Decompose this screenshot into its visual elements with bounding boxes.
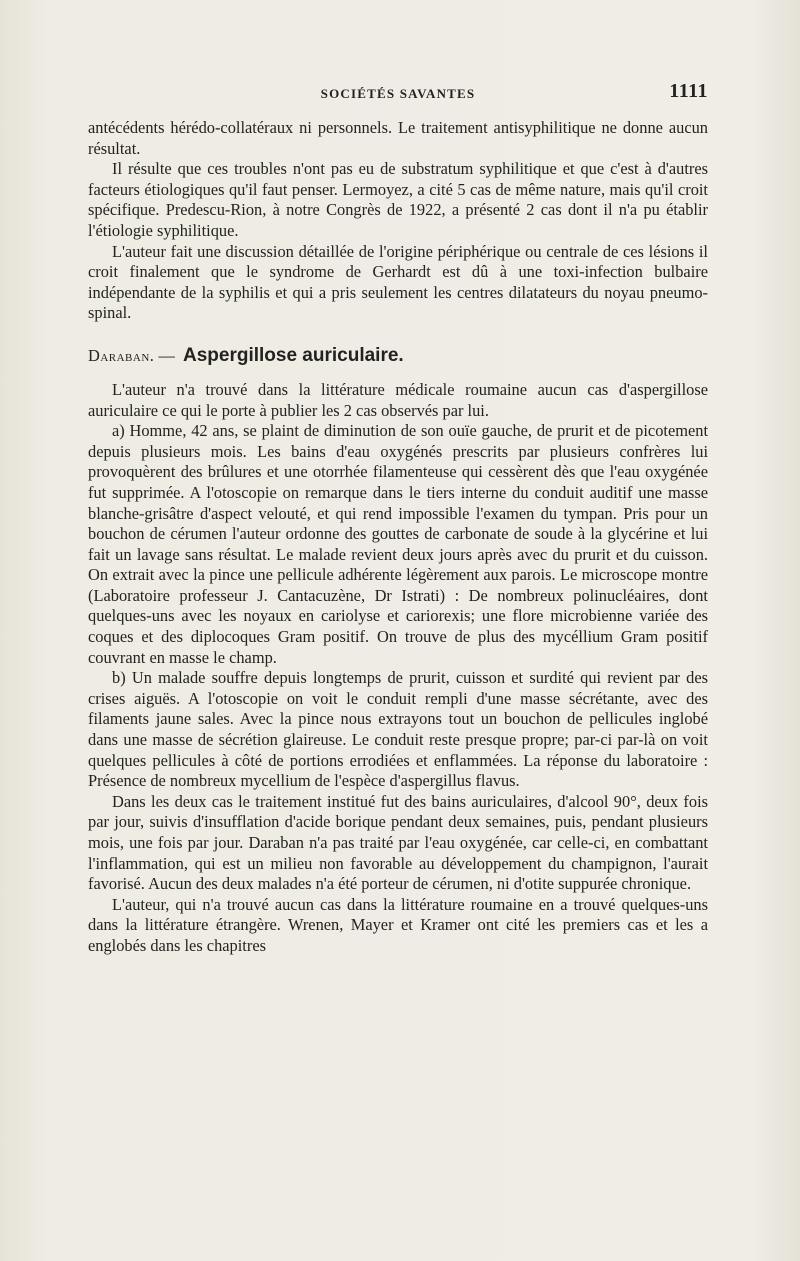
section-title: Aspergillose auriculaire. bbox=[182, 344, 404, 366]
page-number: 1111 bbox=[669, 80, 708, 102]
case-b-paragraph: b) Un malade souffre depuis longtemps de prurit, cuisson et surdité qui revient par des crises aiguës. A l'otoscopie on voit le conduit rempli d'une masse sécrétante, avec des filaments jaune sales. Avec la pince nous extrayons tout un bouchon de pellicules inglobé dans une masse de sécrétion glaireuse. Le conduit reste presque propre; par-ci par-là on voit quelques pellicules à côté de portions errodiées et enflammées. La réponse du laboratoire : Présence de nombreux mycellium de l'espèce d'aspergillus flavus. bbox=[88, 668, 708, 791]
page-header bbox=[88, 80, 708, 106]
running-head: SOCIÉTÉS SAVANTES bbox=[320, 86, 476, 101]
paragraph: L'auteur, qui n'a trouvé aucun cas dans la littérature roumaine en a trouvé quelques-uns dans la littérature étrangère. Wrenen, Mayer et Kramer ont cité les premiers cas et les a englobés dans les chapitres bbox=[88, 894, 708, 955]
section-dash: — bbox=[154, 345, 179, 365]
paragraph-continued: antécédents hérédo-collatéraux ni personnels. Le traitement antisyphilitique ne donne aucun résultat. bbox=[88, 118, 708, 158]
paragraph: Il résulte que ces troubles n'ont pas eu de substratum syphilitique et que c'est à d'autres facteurs étiologiques qu'il faut penser. Lermoyez, a cité 5 cas de même nature, mais qu'il croit spécifique. Predescu-Rion, à notre Congrès de 1922, a présenté 2 cas dont il n'a pu établir l'étiologie syphilitique. bbox=[88, 159, 708, 240]
section-heading bbox=[88, 344, 708, 368]
paragraph: Dans les deux cas le traitement institué fut des bains auriculaires, d'alcool 90°, deux fois par jour, suivis d'insufflation d'acide borique pendant deux semaines, puis, pendant plusieurs mois, une fois par jour. Daraban n'a pas traité par l'eau oxygénée, car celle-ci, en combattant l'inflammation, qui est un milieu non favorable au développement du champignon, l'aurait favorisé. Aucun des deux malades n'a été porteur de cérumen, ni d'otite suppurée chronique. bbox=[88, 791, 708, 894]
paragraph: L'auteur n'a trouvé dans la littérature médicale roumaine aucun cas d'aspergillose auriculaire ce qui le porte à publier les 2 cas observés par lui. bbox=[88, 379, 708, 420]
section-author: Daraban. bbox=[88, 345, 155, 365]
article-body bbox=[88, 118, 708, 957]
paragraph: L'auteur fait une discussion détaillée de l'origine périphérique ou centrale de ces lésions il croit finalement que le syndrome de Gerhardt est dû à une toxi-infection bulbaire indépendante de la syphilis et qui a pris seulement les centres dilatateurs du noyau pneumo-spinal. bbox=[88, 241, 708, 323]
case-a-paragraph: a) Homme, 42 ans, se plaint de diminution de son ouïe gauche, de prurit et de picotement depuis plusieurs mois. Les bains d'eau oxygénés prescrits par plusieurs confrères lui provoquèrent des brûlures et une otorrhée filamenteuse qui cessèrent dès que l'eau oxygénée fut supprimée. A l'otoscopie on remarque dans le tiers interne du conduit auditif une masse blanche-grisâtre d'aspect velouté, et qui rend impossible l'examen du tympan. Pris pour un bouchon de cérumen l'auteur ordonne des gouttes de carbonate de soude à la glycérine et lui fait un lavage sans résultat. Le malade revient deux jours après avec du prurit et du cuisson. On extrait avec la pince une pellicule adhérente légèrement aux parois. Le microscope montre (Laboratoire professeur J. Cantacuzène, Dr Istrati) : De nombreux polinucléaires, dont quelques-uns avec les noyaux en cariolyse et cariorexis; une flore microbienne variée des coques et des diplocoques Gram positif. On trouve de plus des mycéllium Gram positif couvrant en masse le champ. bbox=[88, 421, 708, 667]
